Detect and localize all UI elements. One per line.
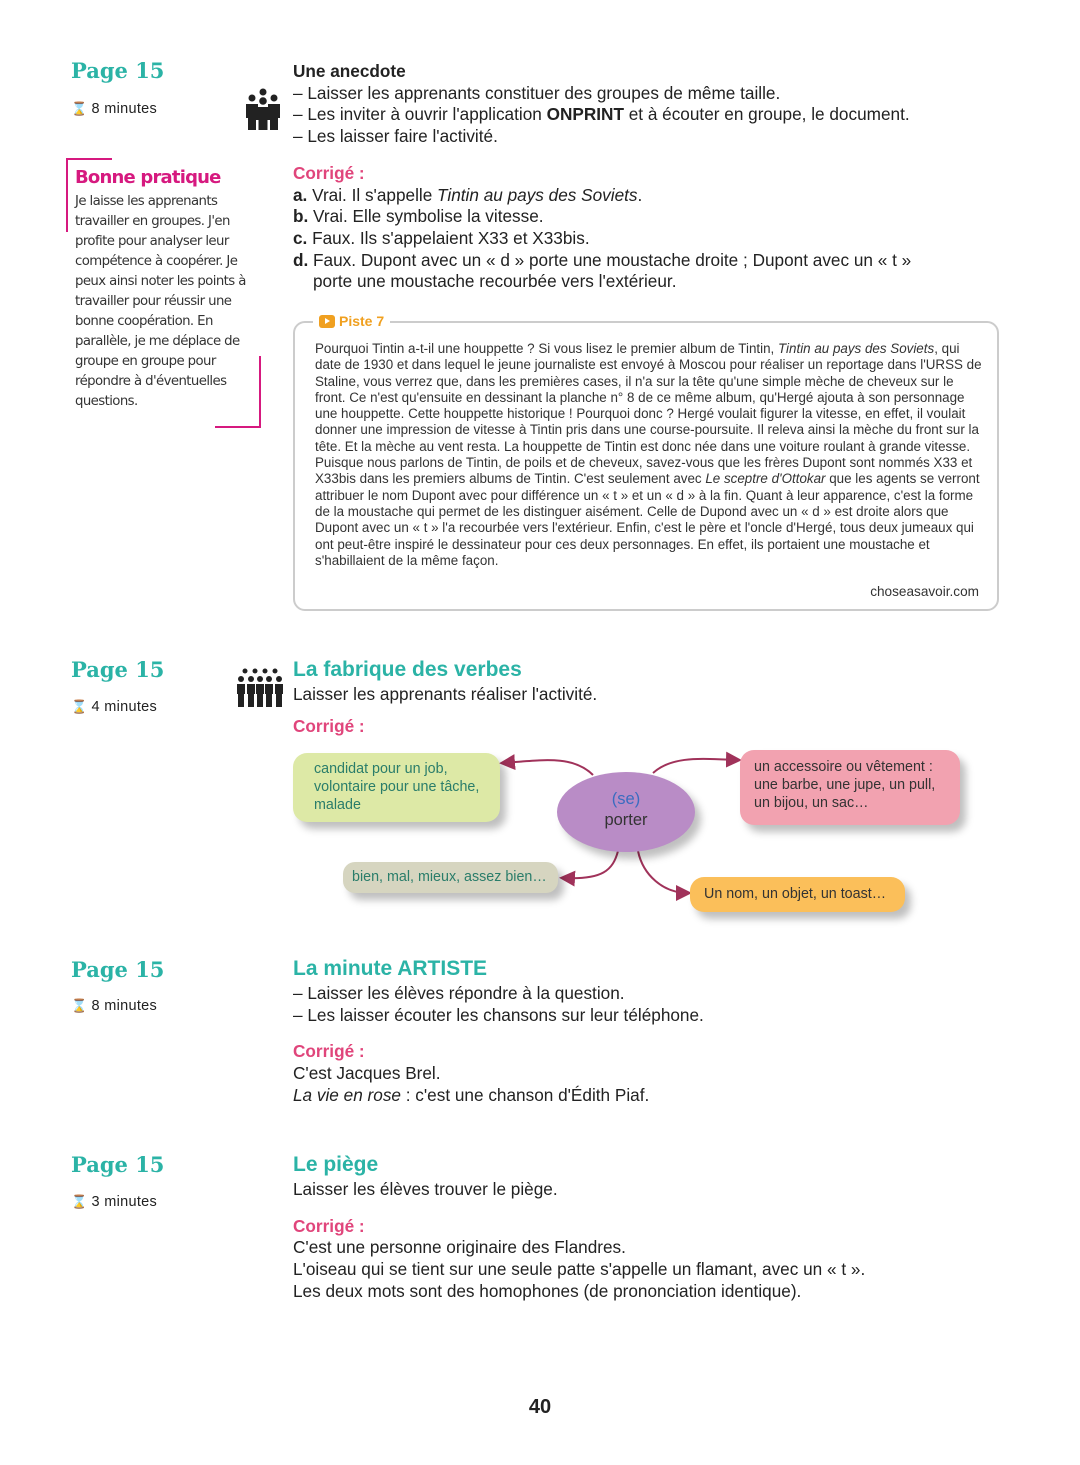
hourglass-icon: ⌛ [71,1194,88,1209]
corner-bracket [215,356,261,428]
answer: L'oiseau qui se tient sur une seule patte s'appelle un flamant, avec un « t ». [293,1259,866,1280]
section-title: Le piège [293,1153,379,1176]
section-title: La minute ARTISTE [293,957,488,980]
arrow [563,851,618,878]
play-icon [319,315,335,328]
section-title: La fabrique des verbes [293,658,522,681]
bonne-pratique-box [66,158,261,428]
answer-continuation: porte une moustache recourbée vers l'extérieur. [313,271,677,292]
instruction: – Laisser les élèves répondre à la question. [293,983,625,1003]
mind-map-node: candidat pour un job, volontaire pour une tâche, malade [293,753,500,822]
bonne-pratique-text: Je laisse les apprenants travailler en groupes. J'en profite pour analyser leur compétence à coopérer. Je peux ainsi noter les points à travailler pour réussir une bonne coopération. En parallèle, je me déplace de groupe en groupe pour répondre à d'éventuelles questions. [75,194,246,409]
bonne-pratique-title: Bonne pratique [75,167,221,188]
group-icon [243,88,283,130]
arrow [653,759,738,773]
section-minute-artiste [293,955,993,1107]
piste-transcript: Pourquoi Tintin a-t-il une houppette ? Si vous lisez le premier album de Tintin, Tintin au pays des Soviets, qui date de 1930 et dans lequel le jeune journaliste est envoyé à Moscou pour réaliser un reportage dans l'URSS de Staline, vous verrez que, dans les premières cases, il n'a sur la tête qu'une simple mèche de cheveux sur le front. Ce n'est qu'ensuite en dessinant la planche n° 8 de ce même album, qu'Hergé ajouta à son personnage une houppette. Cette houppette historique ! Pourquoi donc ? Hergé voulait figurer la vitesse, en effet, il voulait donner une impression de vitesse à Tintin pris dans une course-poursuite. Il releva ainsi la mèche du front sur la tête. Et la mèche au vent resta. La houppette de Tintin est donc née dans une voiture roulant à grande vitesse. Puisque nous parlons de Tintin, de poils et de cheveux, savez-vous que les frères Dupont sont nommés X33 et X33bis dans les premiers albums de Tintin. C'est seulement avec Le sceptre d'Ottokar que les agents se verront attribuer le nom Dupont avec pour différence un « t » et un « d » à la fin. Quant à leur apparence, c'est la forme de la moustache qui permet de les distinguer aisément. Celle de Dupond avec un « d » est droite alors que Dupont avec un « t » l'a recourbée vers l'extérieur. Enfin, c'est le père et l'oncle d'Hergé, tous deux jumeaux qui ont peut-être inspiré le dessinateur pour ces deux personnages. En effet, ils portaient une moustache et s'habillaient de la même façon. [315,341,982,568]
instruction: – Les laisser faire l'activité. [293,126,498,147]
duration: ⌛ 8 minutes [71,101,158,117]
answer: Les deux mots sont des homophones (de prononciation identique). [293,1280,802,1301]
piste-label: Piste 7 [313,313,390,329]
section-fabrique-verbes [293,656,993,737]
answer: c. Faux. Ils s'appelaient X33 et X33bis. [293,227,590,248]
answer: a. Vrai. Il s'appelle Tintin au pays des Soviets. [293,184,643,205]
large-group-icon [236,668,284,708]
answer: La vie en rose : c'est une chanson d'Édith Piaf. [293,1084,650,1105]
page-reference: Page 15 [71,657,165,682]
mind-map-node: Un nom, un objet, un toast… [690,877,905,912]
corner-bracket [66,158,112,232]
answer: C'est une personne originaire des Flandres. [293,1237,626,1258]
corrige-label: Corrigé : [293,1215,365,1236]
mind-map-node: bien, mal, mieux, assez bien… [343,862,558,893]
piste-box [293,313,999,611]
answer: C'est Jacques Brel. [293,1063,441,1084]
section-anecdote [293,61,993,293]
instruction: – Laisser les apprenants constituer des groupes de même taille. [293,82,781,103]
arrow [638,851,688,893]
mind-map-center: (se) porter [557,772,695,852]
instruction: – Les inviter à ouvrir l'application ONPRINT et à écouter en groupe, le document. [293,104,910,125]
arrow [503,760,593,775]
duration: ⌛ 4 minutes [71,699,158,715]
corrige-label: Corrigé : [293,1041,365,1062]
duration: ⌛ 3 minutes [71,1194,158,1210]
mind-map [293,745,983,925]
answer: b. Vrai. Elle symbolise la vitesse. [293,206,544,227]
page-reference: Page 15 [71,1152,165,1177]
hourglass-icon: ⌛ [71,101,88,116]
page-reference: Page 15 [71,957,165,982]
answer: d. Faux. Dupont avec un « d » porte une moustache droite ; Dupont avec un « t » [293,249,912,270]
hourglass-icon: ⌛ [71,699,88,714]
instruction: Laisser les élèves trouver le piège. [293,1179,558,1199]
section-title: Une anecdote [293,61,406,81]
corrige-label: Corrigé : [293,715,365,736]
page-reference: Page 15 [71,58,165,83]
instruction: Laisser les apprenants réaliser l'activité. [293,684,598,704]
mind-map-node: un accessoire ou vêtement : une barbe, une jupe, un pull, un bijou, un sac… [740,750,960,825]
section-piege [293,1151,993,1303]
corrige-label: Corrigé : [293,162,365,183]
duration: ⌛ 8 minutes [71,998,158,1014]
hourglass-icon: ⌛ [71,998,88,1013]
piste-source: choseasavoir.com [870,584,979,599]
page-number: 40 [528,1396,552,1418]
instruction: – Les laisser écouter les chansons sur leur téléphone. [293,1004,704,1025]
